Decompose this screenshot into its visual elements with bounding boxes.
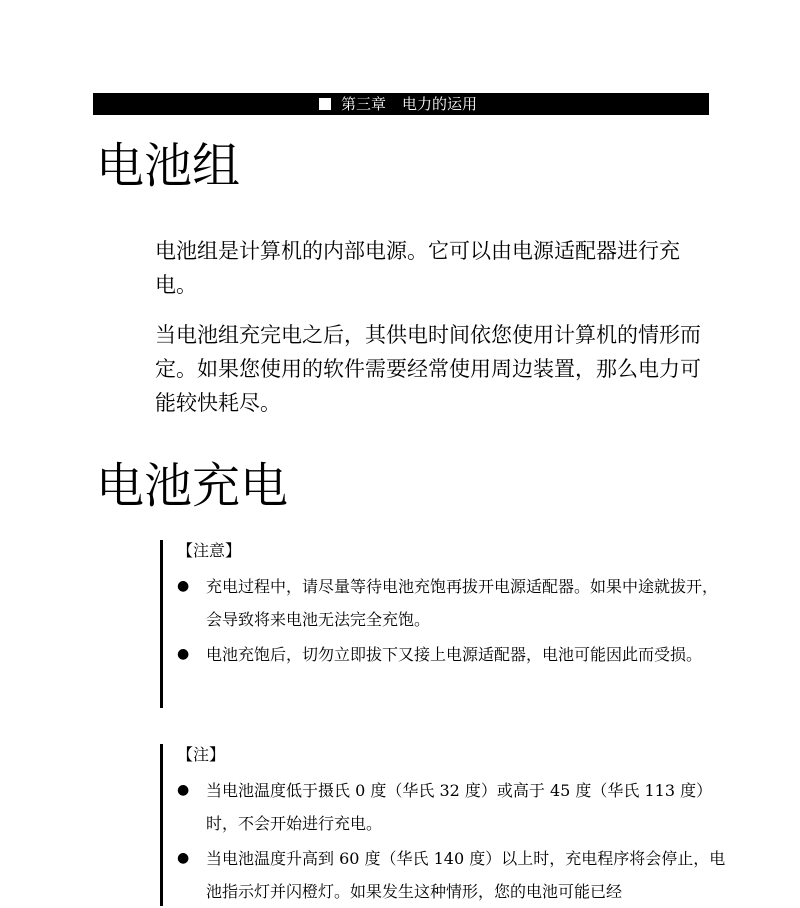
section-heading-charging: 电池充电 xyxy=(96,458,289,514)
note-title: 【注】 xyxy=(177,745,226,764)
list-item xyxy=(177,570,732,636)
chapter-number: 第三章 xyxy=(341,95,387,113)
chapter-header-bar xyxy=(93,93,709,115)
chapter-title: 电力的运用 xyxy=(402,95,478,113)
caution-item-text: 充电过程中，请尽量等待电池充饱再拔开电源适配器。如果中途就拔开，会导致将来电池无法完全充饱。 xyxy=(206,577,719,629)
note-item-text: 当电池温度低于摄氏 0 度（华氏 32 度）或高于 45 度（华氏 113 度）时，不会开始进行充电。 xyxy=(206,781,713,833)
bullet-icon: ● xyxy=(177,782,190,798)
note-list xyxy=(177,774,732,908)
caution-title: 【注意】 xyxy=(177,541,242,560)
bullet-icon: ● xyxy=(177,850,190,866)
note-box xyxy=(160,744,732,906)
paragraph-battery-intro: 电池组是计算机的内部电源。它可以由电源适配器进行充电。 xyxy=(155,239,680,297)
list-item xyxy=(177,842,732,908)
caution-list xyxy=(177,570,732,671)
note-item-text: 当电池温度升高到 60 度（华氏 140 度）以上时，充电程序将会停止，电池指示灯并闪橙灯。如果发生这种情形，您的电池可能已经 xyxy=(206,849,726,901)
section-heading-battery: 电池组 xyxy=(96,138,241,194)
list-item xyxy=(177,638,732,671)
caution-box xyxy=(160,540,732,708)
square-bullet-icon xyxy=(319,98,331,110)
list-item xyxy=(177,774,732,840)
bullet-icon: ● xyxy=(177,646,190,662)
bullet-icon: ● xyxy=(177,578,190,594)
caution-item-text: 电池充饱后，切勿立即拔下又接上电源适配器，电池可能因此而受损。 xyxy=(206,645,703,664)
paragraph-battery-usage: 当电池组充完电之后，其供电时间依您使用计算机的情形而定。如果您使用的软件需要经常使用周边装置，那么电力可能较快耗尽。 xyxy=(155,323,701,415)
